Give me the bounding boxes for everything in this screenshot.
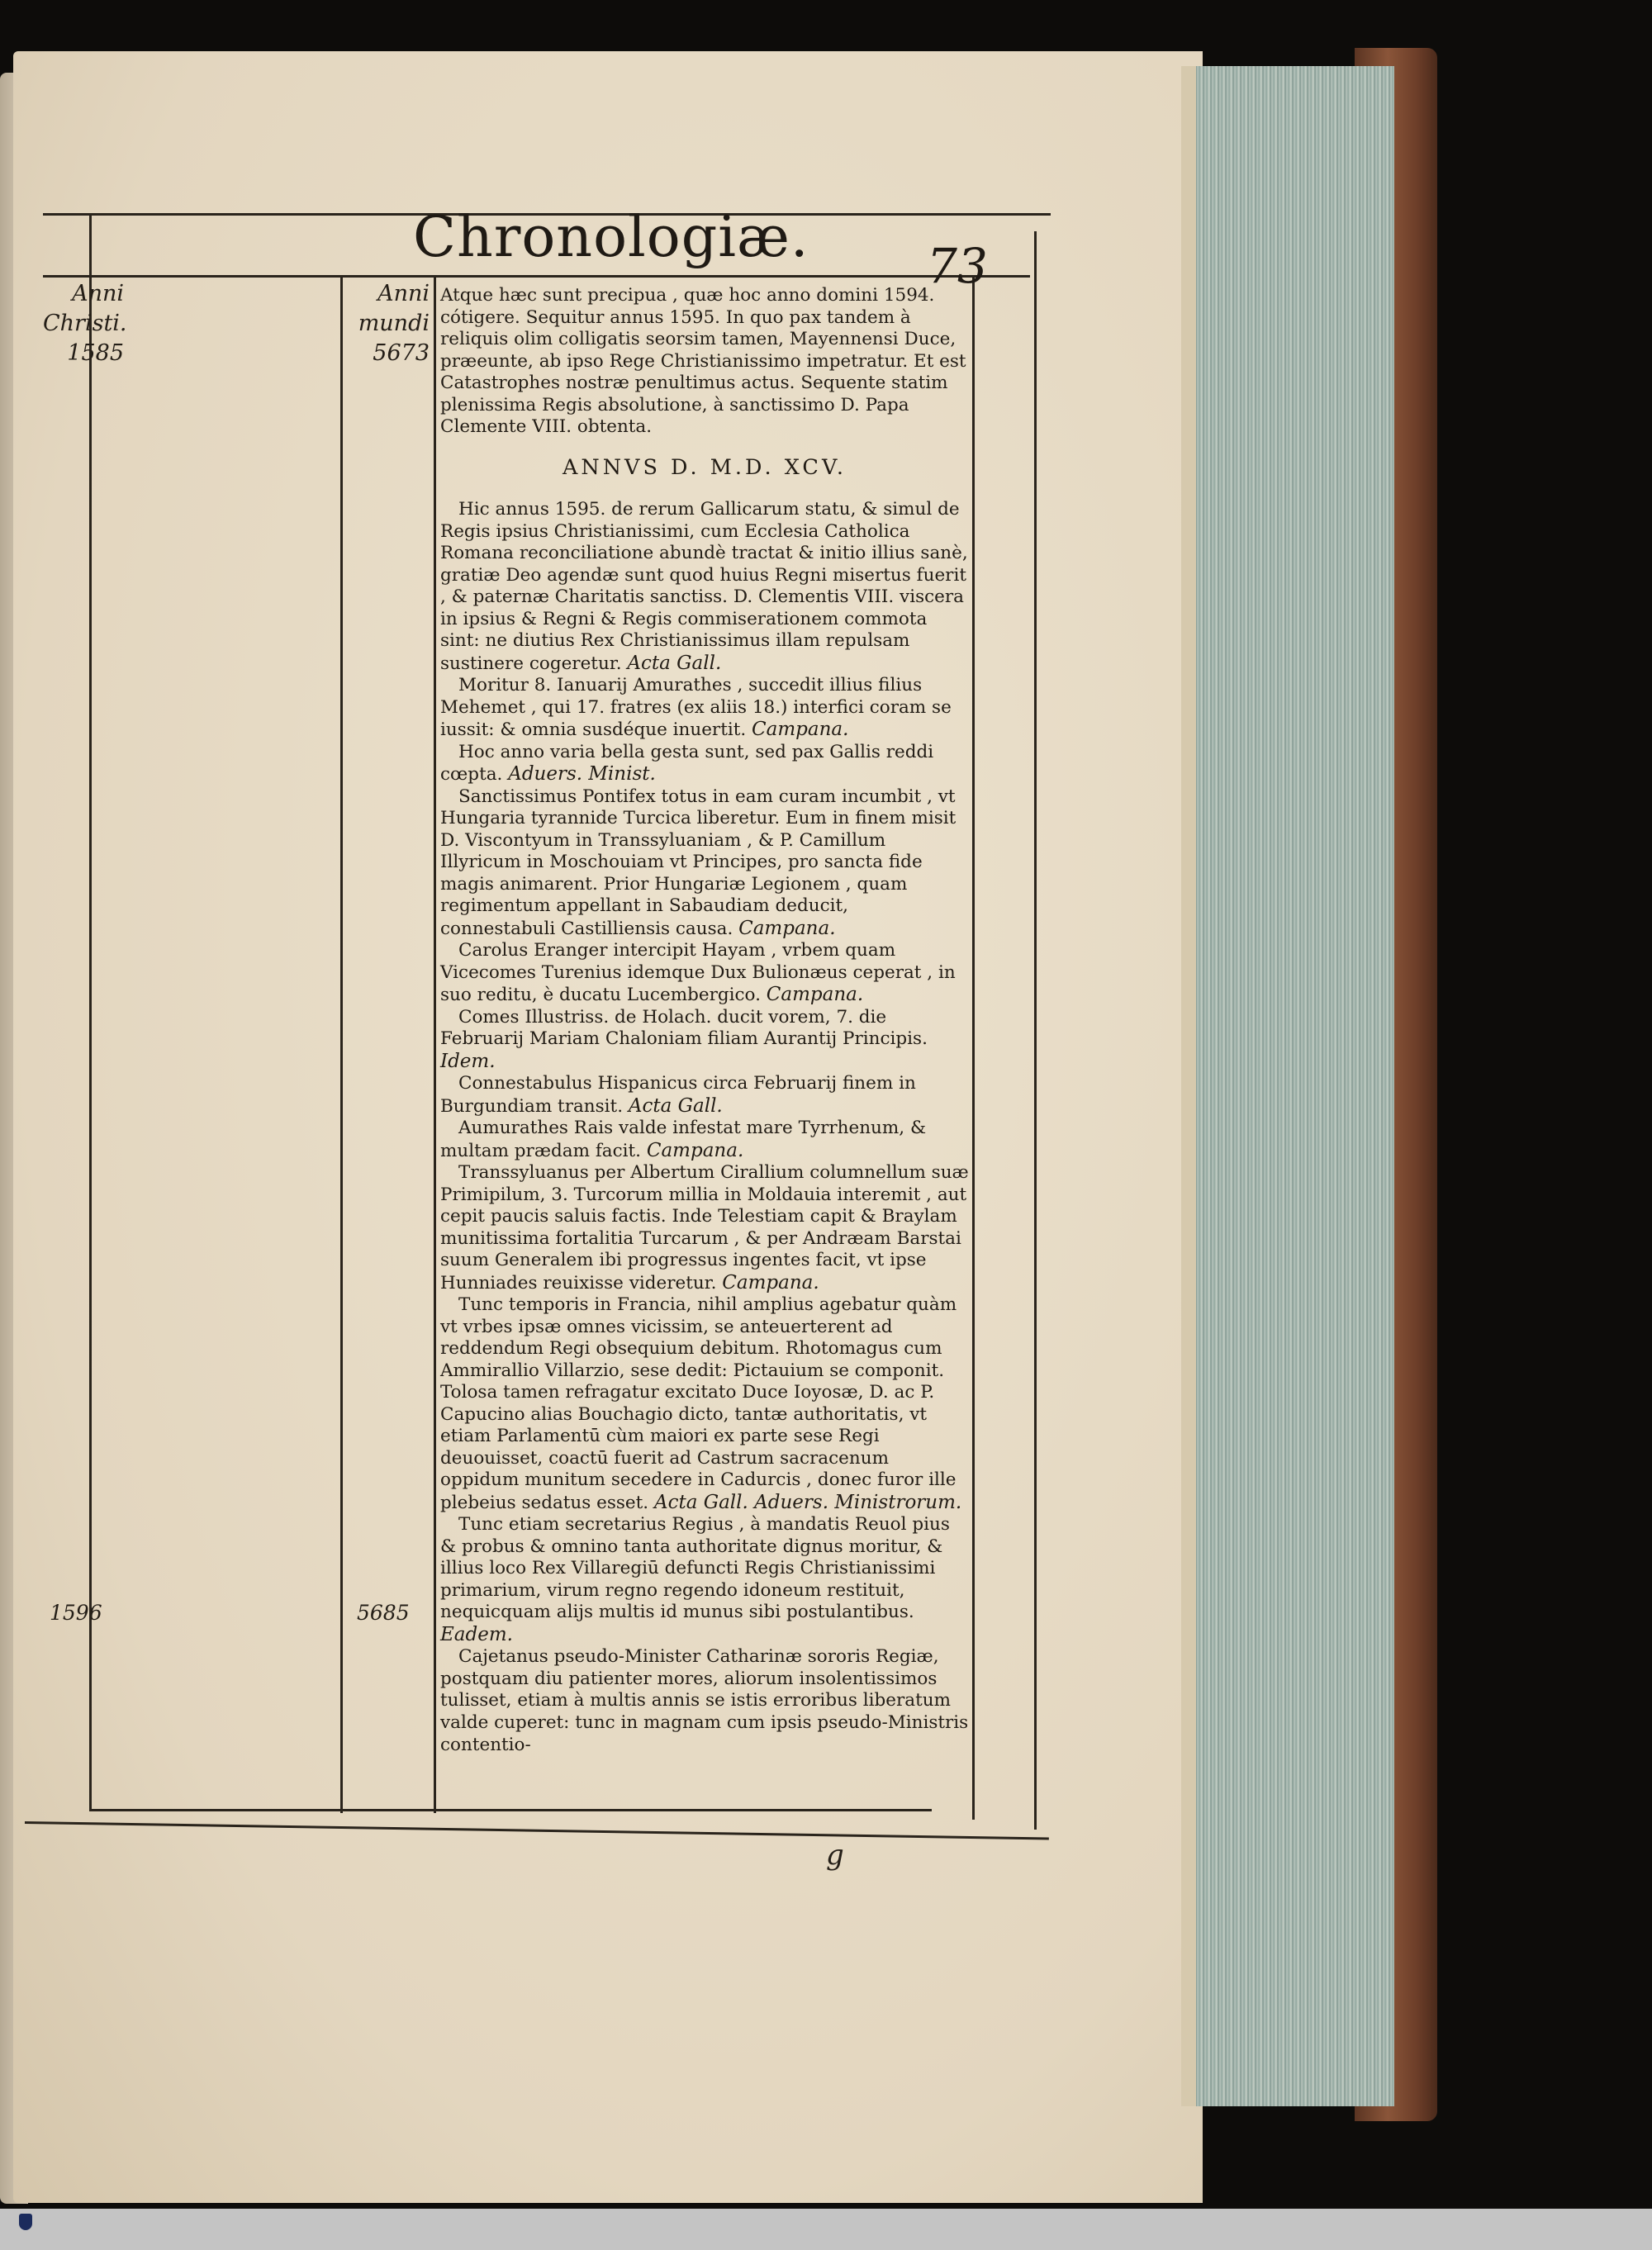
paragraph-text: Tunc temporis in Francia, nihil amplius agebatur quàm vt vrbes ipsæ omnes vicissim, se anteuerterent ad reddendum Regi obsequium debitum. Rhotomagus cum Ammirallio Villarzio, sese dedit: Pictauium se componit. Tolosa tamen refragatur excitato Duce Ioyosæ, D. ac P. Capucino alias Bouchagio dicto, tantæ authoritatis, vt etiam Parlamentū cùm maiori ex parte sese Regi deuouisset, coactū fuerit ad Castrum sacracenum oppidum munitum secedere in Cadurcis , donec furor ille plebeius sedatus esset. bbox=[440, 1294, 957, 1513]
signature-mark: g bbox=[826, 1839, 844, 1872]
source-citation: Aduers. Minist. bbox=[508, 763, 656, 785]
source-citation: Acta Gall. bbox=[628, 1094, 723, 1117]
running-title: Chronologiæ. bbox=[413, 205, 809, 270]
source-citation: Campana. bbox=[752, 719, 849, 740]
source-citation: Acta Gall. Aduers. Ministrorum. bbox=[653, 1491, 962, 1513]
paragraph bbox=[440, 499, 969, 675]
anni-christi-year: 1585 bbox=[67, 340, 124, 366]
paragraph-text: Hic annus 1595. de rerum Gallicarum statu, & simul de Regis ipsius Christianissimi, cum Ecclesia Catholica Romana reconciliatione abundè tractat & initio illius sanè, gratiæ Deo agendæ sunt quod huius Regni misertus fuerit , & paternæ Charitatis sanctiss. D. Clementis VIII. viscera in ipsius & Regni & Regis commiserationem commota sint: ne diutius Rex Christianissimus illam repulsam sustinere cogeretur. bbox=[440, 499, 968, 674]
text-right-rule bbox=[972, 275, 975, 1820]
paragraph-text: Transsyluanus per Albertum Cirallium columnellum suæ Primipilum, 3. Turcorum millia in Moldauia interemit , aut cepit paucis saluis factis. Inde Telestiam capit & Braylam munitissima fortalitia Turcarum , & per Andræam Barstai suum Generalem ibi progressus ingentes facit, vt ipse Hunniades reuixisse videretur. bbox=[440, 1162, 969, 1294]
left-column-rule bbox=[89, 213, 92, 1811]
paragraph-list bbox=[440, 499, 969, 1757]
source-citation: Eadem. bbox=[440, 1623, 513, 1645]
anni-mundi-note bbox=[347, 279, 430, 368]
paragraph bbox=[440, 1118, 969, 1162]
header-rule bbox=[43, 275, 1030, 278]
source-citation: Campana. bbox=[646, 1139, 744, 1161]
paragraph-text: Moritur 8. Ianuarij Amurathes , succedit illius filius Mehemet , qui 17. fratres (ex aliis 18.) interfici coram se iussit: & omnia susdéque inuertit. bbox=[440, 675, 952, 740]
paragraph bbox=[440, 1007, 969, 1074]
intro-paragraph: Atque hæc sunt precipua , quæ hoc anno domini 1594. cótigere. Sequitur annus 1595. In quo pax tandem à reliquis olim colligatis seorsim tamen, Mayennensi Duce, præeunte, ab ipso Rege Christianissimo impetratur. Et est Catastrophes nostræ penultimus actus. Sequente statim plenissima Regis absolutione, à sanctissimo D. Papa Clemente VIII. obtenta. bbox=[440, 285, 966, 437]
paragraph bbox=[440, 1073, 969, 1118]
paragraph bbox=[440, 1294, 969, 1514]
paragraph-text: Hoc anno varia bella gesta sunt, sed pax Gallis reddi cœpta. bbox=[440, 741, 934, 785]
page-fore-edge bbox=[1189, 66, 1394, 2106]
year-heading: ANNVS D. M.D. XCV. bbox=[562, 454, 847, 480]
text-left-rule bbox=[434, 275, 436, 1813]
paragraph-text: Comes Illustriss. de Holach. ducit vorem, 7. die Februarij Mariam Chaloniam filiam Aurantij Principis. bbox=[440, 1006, 928, 1049]
paragraph-text: Aumurathes Rais valde infestat mare Tyrrhenum, & multam prædam facit. bbox=[440, 1118, 927, 1161]
paragraph bbox=[440, 1162, 969, 1294]
outer-right-rule bbox=[1034, 231, 1037, 1830]
paragraph bbox=[440, 1646, 969, 1757]
paragraph bbox=[440, 786, 969, 941]
anni-mundi-year: 5673 bbox=[373, 340, 430, 366]
page-margin-strip bbox=[1181, 66, 1196, 2106]
bottom-inner-rule bbox=[89, 1809, 932, 1811]
paragraph-text: Tunc etiam secretarius Regius , à mandatis Reuol pius & probus & omnino tanta authoritate dignus moritur, & illius loco Rex Villaregiū defuncti Regis Christianissimi primarium, virum regno regendo idoneum restituit, nequicquam alijs multis id munus sibi postulantibus. bbox=[440, 1514, 950, 1622]
source-citation: Acta Gall. bbox=[627, 652, 722, 674]
scanner-footer-bar bbox=[0, 2209, 1652, 2250]
anni-christi-line: Anni bbox=[72, 281, 124, 306]
library-logo-icon bbox=[10, 2214, 41, 2245]
paragraph bbox=[440, 742, 969, 786]
source-citation: Campana. bbox=[766, 984, 864, 1005]
anni-mundi-line: Anni bbox=[377, 281, 430, 306]
anni-mundi-line: mundi bbox=[358, 311, 430, 336]
anni-christi-line: Christi. bbox=[43, 311, 127, 336]
main-text-column bbox=[440, 285, 969, 1757]
source-citation: Idem. bbox=[440, 1050, 496, 1072]
paragraph-text: Cajetanus pseudo-Minister Catharinæ sororis Regiæ, postquam diu patienter mores, aliorum insolentissimos tulisset, etiam à multis annis se istis erroribus liberatum valde cuperet: tunc in magnam cum ipsis pseudo-Ministris contentio- bbox=[440, 1646, 969, 1755]
anni-christi-note bbox=[43, 279, 127, 368]
paragraph-text: Carolus Eranger intercipit Hayam , vrbem quam Vicecomes Turenius idemque Dux Bulionæus ceperat , in suo reditu, è ducatu Lucembergico. bbox=[440, 940, 956, 1005]
paragraph-text: Sanctissimus Pontifex totus in eam curam incumbit , vt Hungaria tyrannide Turcica liberetur. Eum in finem misit D. Viscontyum in Transsyluaniam , & P. Camillum Illyricum in Moschouiam vt Principes, pro sancta fide magis animarent. Prior Hungariæ Legionem , quam regimentum appellant in Sabaudiam deducit, connestabuli Castilliensis causa. bbox=[440, 786, 957, 939]
paragraph bbox=[440, 675, 969, 742]
page-number: 73 bbox=[927, 238, 988, 294]
paragraph-text: Connestabulus Hispanicus circa Februarij finem in Burgundiam transit. bbox=[440, 1073, 916, 1117]
source-citation: Campana. bbox=[738, 917, 836, 939]
margin-year-christi: 1596 bbox=[50, 1601, 102, 1625]
source-citation: Campana. bbox=[722, 1271, 819, 1294]
paragraph bbox=[440, 940, 969, 1007]
mundi-column-rule bbox=[340, 275, 343, 1813]
paragraph bbox=[440, 1514, 969, 1646]
margin-year-mundi: 5685 bbox=[357, 1601, 410, 1625]
